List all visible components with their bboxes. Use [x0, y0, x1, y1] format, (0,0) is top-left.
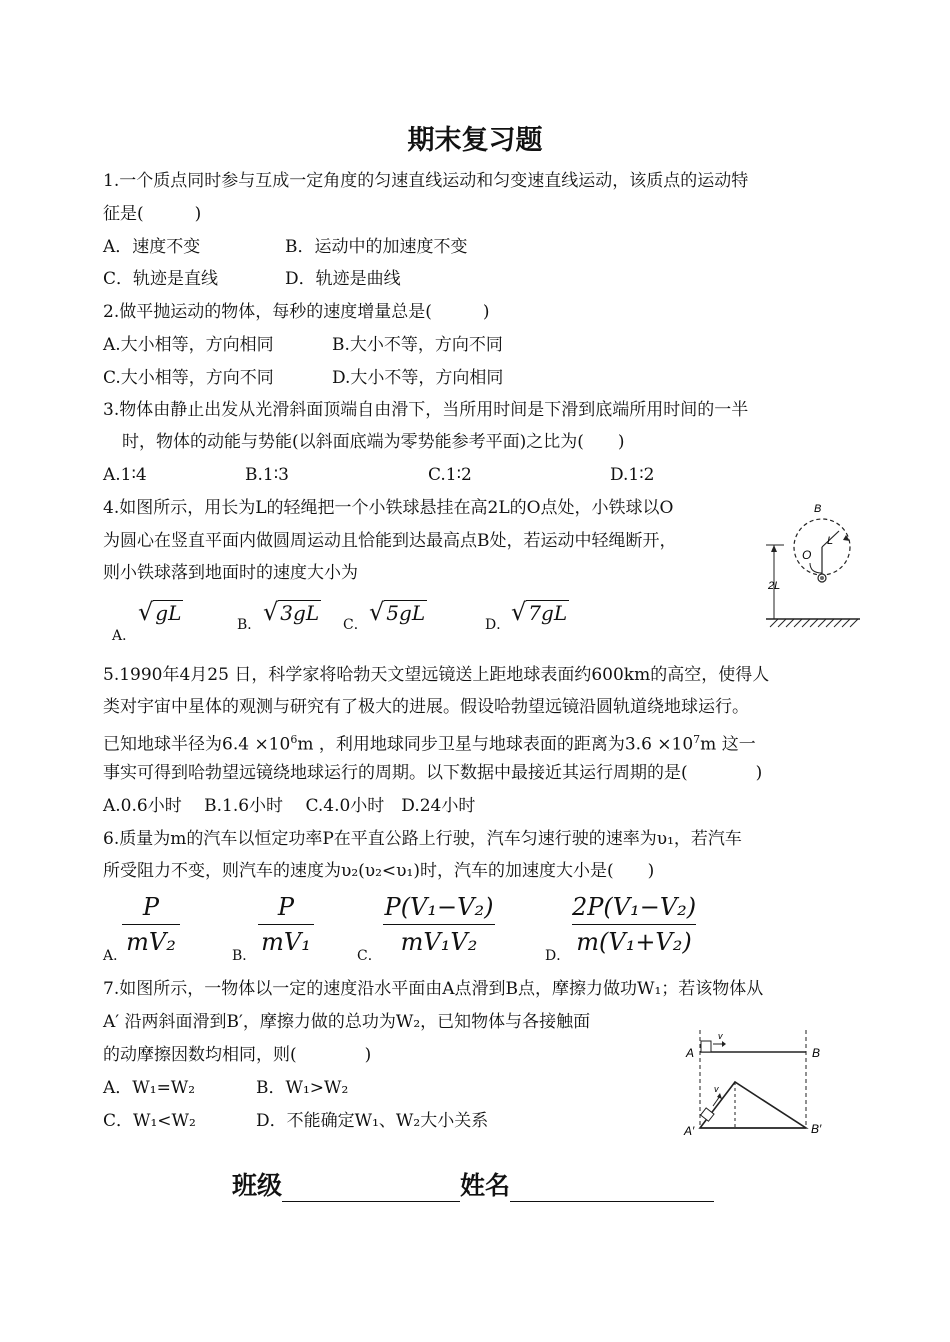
q2-option-d: D.大小不等，方向相同: [332, 368, 504, 388]
q3-option-c: C.1∶2: [428, 465, 472, 485]
q6-stem-line1: 6.质量为m的汽车以恒定功率P在平直公路上行驶，汽车匀速行驶的速率为υ₁，若汽车: [103, 829, 742, 849]
name-label: 姓名: [460, 1171, 511, 1200]
q4-option-c-label: C．: [343, 617, 368, 633]
q7-stem-line2: A′ 沿两斜面滑到B′，摩擦力做的总功为W₂，已知物体与各接触面: [103, 1012, 591, 1032]
q7-fig-label-v-top: v: [718, 1031, 723, 1041]
q2-option-c: C.大小相等，方向不同: [103, 368, 274, 388]
q7-fig-label-v-slope: v: [714, 1084, 719, 1094]
q7-slope-figure: [680, 1022, 830, 1140]
q7-fig-label-b: B: [812, 1046, 821, 1060]
q2-option-a: A.大小相等，方向相同: [103, 335, 274, 355]
student-info-line: [232, 1166, 714, 1202]
q7-option-a: A．W₁=W₂: [103, 1078, 196, 1098]
class-label: 班级: [232, 1171, 283, 1200]
q6-option-d-label: D．: [545, 948, 571, 964]
q4-fig-label-l: L: [827, 535, 834, 547]
name-blank[interactable]: [510, 1175, 714, 1202]
q3-option-d: D.1∶2: [610, 465, 655, 485]
q1-stem-line2: 征是( ): [103, 204, 202, 224]
q7-fig-label-b-prime: B′: [811, 1122, 822, 1136]
q1-option-a: A．速度不变: [103, 237, 201, 257]
q1-option-b: B．运动中的加速度不变: [285, 237, 468, 257]
q4-stem-line1: 4.如图所示，用长为L的轻绳把一个小铁球悬挂在高2L的O点处，小铁球以O: [103, 498, 674, 518]
q7-fig-label-a: A: [686, 1046, 695, 1060]
q4-option-b-label: B．: [237, 617, 262, 633]
q6-option-c-label: C．: [357, 948, 382, 964]
q6-option-b-fraction: P mV₁: [258, 892, 314, 957]
q7-option-b: B．W₁>W₂: [256, 1078, 349, 1098]
q4-fig-label-2l: 2L: [768, 580, 781, 592]
q4-option-b-expr: √ 3gL: [263, 598, 320, 626]
q1-stem-line1: 1.一个质点同时参与互成一定角度的匀速直线运动和匀变速直线运动，该质点的运动特: [103, 171, 749, 191]
q4-option-d-expr: √ 7gL: [511, 598, 568, 626]
q7-fig-label-a-prime: A′: [684, 1124, 695, 1138]
q6-option-a-label: A．: [103, 948, 128, 964]
q1-option-c: C．轨迹是直线: [103, 269, 219, 289]
class-blank[interactable]: [282, 1175, 460, 1202]
q4-option-c-expr: √ 5gL: [369, 598, 426, 626]
q4-option-a-label: A．: [112, 628, 137, 644]
page-title: 期末复习题: [407, 125, 543, 156]
q3-stem-line1: 3.物体由静止出发从光滑斜面顶端自由滑下，当所用时间是下滑到底端所用时间的一半: [103, 400, 749, 420]
q1-option-d: D．轨迹是曲线: [285, 269, 401, 289]
q4-fig-label-b: B: [814, 503, 822, 515]
q7-stem-line1: 7.如图所示，一物体以一定的速度沿水平面由A点滑到B点，摩擦力做功W₁；若该物体从: [103, 979, 764, 999]
q5-stem-line2: 类对宇宙中星体的观测与研究有了极大的进展。假设哈勃望远镜沿圆轨道绕地球运行。: [103, 697, 749, 717]
q3-option-a: A.1∶4: [103, 465, 147, 485]
q6-option-a-fraction: P mV₂: [122, 892, 180, 957]
q3-stem-line2: 时，物体的动能与势能(以斜面底端为零势能参考平面)之比为( ): [122, 432, 625, 452]
q5-options: A.0.6小时 B.1.6小时 C.4.0小时 D.24小时: [103, 796, 476, 816]
q5-stem-line1: 5.1990年4月25 日，科学家将哈勃天文望远镜送上距地球表面约600km的高空，使得人: [103, 665, 770, 685]
q7-stem-line3: 的动摩擦因数均相同，则( ): [103, 1045, 372, 1065]
q5-stem-line4: 事实可得到哈勃望远镜绕地球运行的周期。以下数据中最接近其运行周期的是( ): [103, 763, 763, 783]
q7-option-d: D．不能确定W₁、W₂大小关系: [256, 1111, 489, 1131]
q6-stem-line2: 所受阻力不变，则汽车的速度为υ₂(υ₂<υ₁)时，汽车的加速度大小是( ): [103, 861, 655, 881]
q6-option-c-fraction: P(V₁−V₂) mV₁V₂: [384, 893, 494, 956]
q5-stem-line3: 已知地球半径为$6.4 \times 10^6m$ ，利用地球同步卫星与地球表面的距离为$3.6 \times 10^7m$ 这一: [103, 733, 756, 755]
q7-option-c: C．W₁<W₂: [103, 1111, 196, 1131]
q2-option-b: B.大小不等，方向不同: [332, 335, 503, 355]
q4-circle-figure: [760, 497, 870, 637]
q3-option-b: B.1∶3: [245, 465, 289, 485]
q4-stem-line3: 则小铁球落到地面时的速度大小为: [103, 563, 358, 583]
q4-fig-label-o: O: [802, 548, 812, 562]
q4-stem-line2: 为圆心在竖直平面内做圆周运动且恰能到达最高点B处，若运动中轻绳断开，: [103, 531, 677, 551]
q6-option-d-fraction: 2P(V₁−V₂) m(V₁+V₂): [572, 893, 697, 956]
q4-option-a-expr: √ gL: [138, 598, 182, 626]
q2-stem: 2.做平抛运动的物体，每秒的速度增量总是( ): [103, 302, 490, 322]
q6-option-b-label: B．: [232, 948, 257, 964]
q4-option-d-label: D．: [485, 617, 511, 633]
